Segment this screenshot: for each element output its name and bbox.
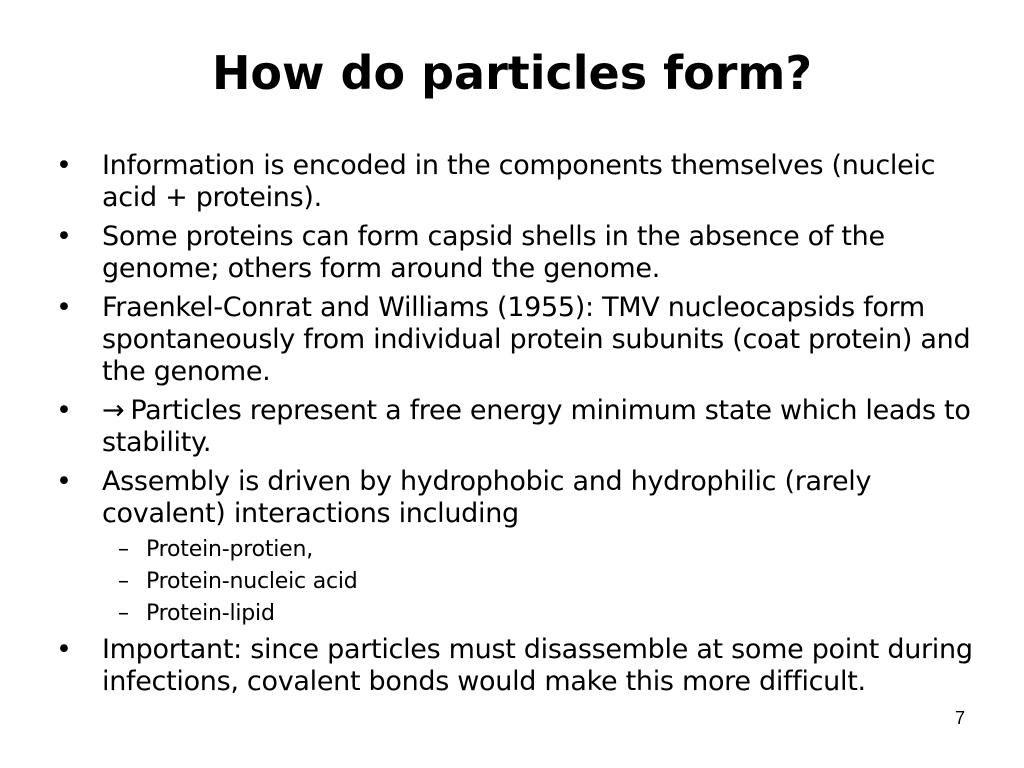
bullet-item bbox=[56, 221, 976, 285]
sub-bullet-item bbox=[102, 536, 976, 563]
bullet-marker: • bbox=[56, 292, 72, 323]
bullet-item bbox=[56, 395, 976, 459]
bullet-text: Particles represent a free energy minimum state which leads to stability. bbox=[102, 395, 971, 458]
bullet-text: Assembly is driven by hydrophobic and hydrophilic (rarely covalent) interactions including bbox=[102, 466, 872, 529]
bullet-item bbox=[56, 292, 976, 388]
bullet-text: Some proteins can form capsid shells in the absence of the genome; others form around the genome. bbox=[102, 221, 885, 284]
sub-bullet-marker: – bbox=[118, 537, 129, 562]
bullet-marker: • bbox=[56, 466, 72, 497]
bullet-item bbox=[56, 466, 976, 627]
bullet-item bbox=[56, 634, 976, 698]
bullet-marker: • bbox=[56, 395, 72, 426]
sub-bullet-marker: – bbox=[118, 569, 129, 594]
sub-bullet-marker: – bbox=[118, 601, 129, 626]
bullet-text: Information is encoded in the components themselves (nucleic acid + proteins). bbox=[102, 150, 936, 213]
bullet-item bbox=[56, 150, 976, 214]
sub-bullet-text: Protein-lipid bbox=[146, 601, 275, 626]
bullet-marker: • bbox=[56, 150, 72, 181]
bullet-text: Fraenkel-Conrat and Williams (1955): TMV nucleocapsids form spontaneously from individual protein subunits (coat protein) and the genome. bbox=[102, 292, 971, 387]
arrow-right-icon: → bbox=[102, 395, 125, 426]
sub-bullet-text: Protein-nucleic acid bbox=[146, 569, 358, 594]
slide-number: 7 bbox=[954, 708, 965, 728]
bullet-list bbox=[56, 150, 976, 705]
slide-title: How do particles form? bbox=[211, 46, 813, 100]
sub-bullet-list bbox=[102, 536, 976, 627]
sub-bullet-item bbox=[102, 600, 976, 627]
bullet-text: Important: since particles must disassemble at some point during infections, covalent bonds would make this more difficult. bbox=[102, 634, 973, 697]
bullet-marker: • bbox=[56, 221, 72, 252]
bullet-marker: • bbox=[56, 634, 72, 665]
sub-bullet-text: Protein-protien, bbox=[146, 537, 314, 562]
sub-bullet-item bbox=[102, 568, 976, 595]
